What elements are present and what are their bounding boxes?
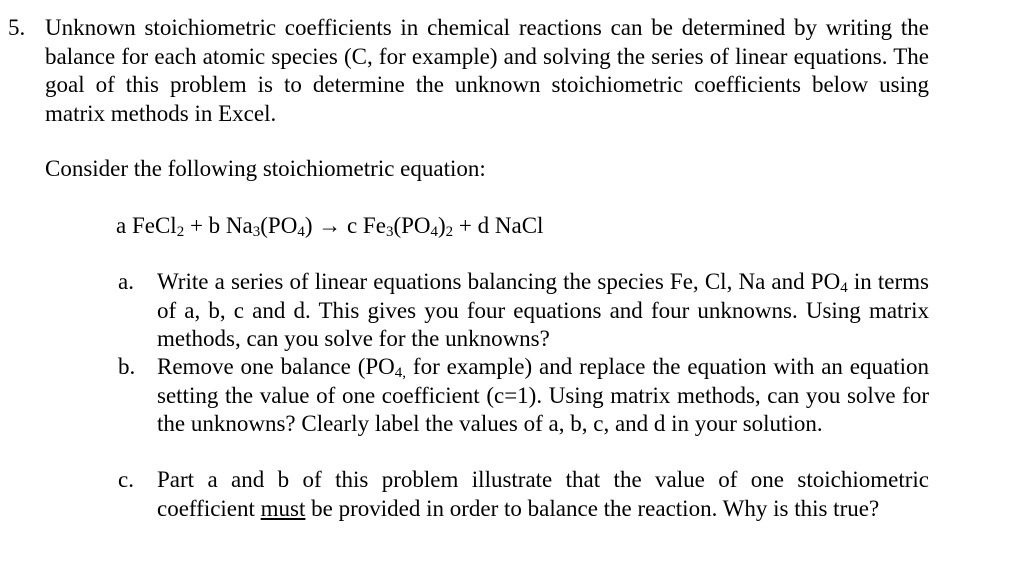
problem-number: 5. <box>8 15 26 40</box>
eq-term-d: + d NaCl <box>453 213 544 238</box>
eq-subscript: 3 <box>385 224 394 240</box>
eq-term-a: a FeCl <box>116 213 177 238</box>
eq-term-b: + b Na <box>184 213 253 238</box>
eq-subscript: 3 <box>252 224 261 240</box>
eq-close-paren: ) <box>438 213 446 238</box>
part-b-text-1: Remove one balance (PO <box>157 354 395 379</box>
part-c-text <box>157 466 929 523</box>
part-c-text-1: Part a and b of this problem illustrate that the value of one stoichiometric coefficient <box>157 467 929 521</box>
eq-subscript: 2 <box>445 224 454 240</box>
part-b-text-2: for example) and replace the equation with an equation setting the value of one coefficient (c=1). Using matrix methods, can you solve for the unknowns? Clearly label the values of a, b, c, and d in your solution. <box>157 354 929 436</box>
eq-subscript: 4 <box>430 224 438 240</box>
part-a-subscript: 4 <box>840 280 848 296</box>
part-b-label: b. <box>118 354 136 379</box>
stoichiometric-equation <box>116 212 543 241</box>
eq-arrow: ) → c Fe <box>304 213 386 238</box>
eq-phosphate: (PO <box>260 213 298 238</box>
part-b-subscript: 4, <box>394 365 407 381</box>
intro-paragraph: Unknown stoichiometric coefficients in chemical reactions can be determined by writing the balance for each atomic species (C, for example) and solving the series of linear equations. The goal of this problem is to determine the unknown stoichiometric coefficients below using matrix methods in Excel. <box>45 15 929 126</box>
part-a-text <box>157 268 929 354</box>
part-a-text-1: Write a series of linear equations balancing the species Fe, Cl, Na and PO <box>157 269 841 294</box>
eq-subscript: 2 <box>176 224 185 240</box>
eq-phosphate: (PO <box>393 213 431 238</box>
part-c-label: c. <box>118 467 134 492</box>
part-a-label: a. <box>118 269 134 294</box>
eq-subscript: 4 <box>297 224 305 240</box>
part-b-text <box>157 353 929 439</box>
consider-line: Consider the following stoichiometric equation: <box>45 156 486 181</box>
part-c-text-2: be provided in order to balance the reaction. Why is this true? <box>305 495 880 521</box>
part-a-text-2: in terms of a, b, c and d. This gives you four equations and four unknowns. Using matrix methods, can you solve for the unknowns? <box>157 269 929 351</box>
part-c-emphasis: must <box>260 495 306 521</box>
